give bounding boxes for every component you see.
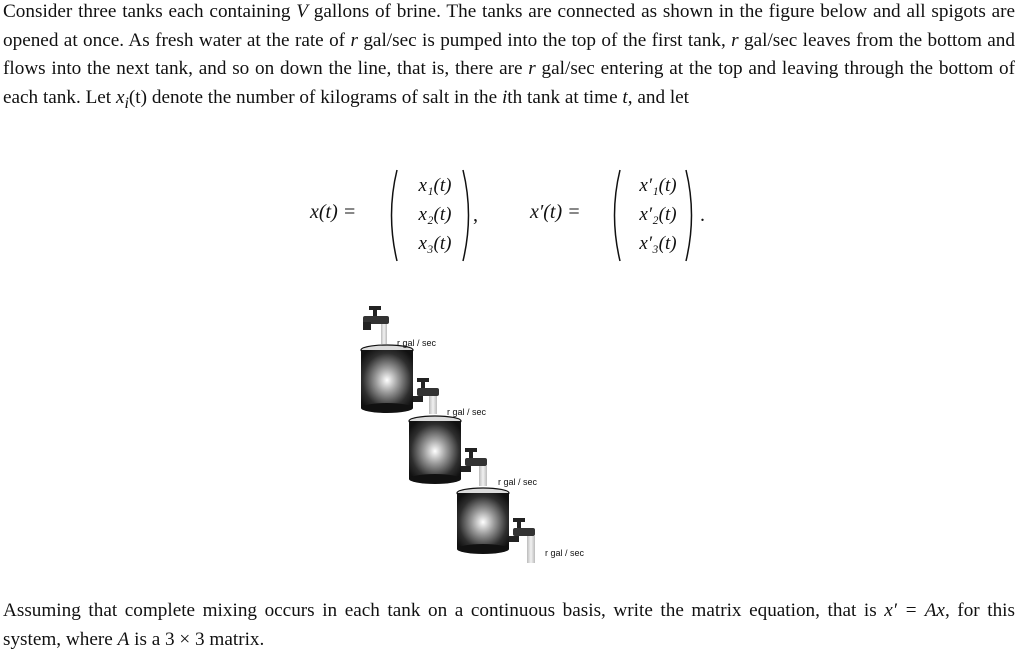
intro-text-6: denote the number of kilograms of salt in the xyxy=(147,86,502,108)
intro-text-8: , and let xyxy=(627,86,690,108)
tank-cascade-figure xyxy=(355,300,675,575)
spigot-icon xyxy=(417,378,439,414)
vector-entry: x′₂(t) xyxy=(639,204,677,225)
question-text-1: Assuming that complete mixing occurs in each tank on a continuous basis, write the matrix equation, that is xyxy=(3,600,885,621)
index-symbol: i xyxy=(501,86,508,108)
x-column-vector xyxy=(385,168,485,263)
left-paren xyxy=(608,168,622,263)
tank-3 xyxy=(457,488,519,554)
salt-variable: x xyxy=(115,86,125,108)
tank-2 xyxy=(409,416,471,484)
intro-text-4: gal/sec leaves from the bottom and flows into the next tank, and so on down the line, that is, there are xyxy=(3,29,1015,79)
intro-text-7: th tank at time xyxy=(507,86,623,108)
rate-symbol: r xyxy=(528,58,536,79)
left-paren xyxy=(385,168,399,263)
matrix-symbol: A xyxy=(117,628,130,650)
volume-symbol: V xyxy=(296,1,308,22)
flow-label-inlet: r gal / sec xyxy=(397,338,437,348)
intro-text-1: Consider three tanks each containing xyxy=(3,1,297,22)
comma: , xyxy=(473,204,478,226)
intro-text-5: gal/sec entering at the top and leaving through the bottom of each tank. Let xyxy=(3,58,1015,108)
problem-intro-paragraph xyxy=(3,0,1015,118)
vector-entry: x₃(t) xyxy=(418,233,452,254)
flow-label-tank2: r gal / sec xyxy=(498,477,538,487)
intro-text-2: gallons of brine. The tanks are connected as shown in the figure below and all spigots are opened at once. As fresh water at the rate of xyxy=(3,1,1015,51)
problem-question-paragraph xyxy=(3,597,1015,654)
rate-symbol: r xyxy=(350,29,358,51)
vector-definitions xyxy=(0,168,1024,263)
question-text-3: is a 3 × 3 matrix. xyxy=(129,628,265,650)
flow-label-outlet: r gal / sec xyxy=(545,548,585,558)
salt-variable-arg: (t) xyxy=(128,86,148,108)
salt-variable-subscript: i xyxy=(124,94,129,112)
question-text-2: , for this system, where xyxy=(3,600,1015,650)
vector-entry: x′₃(t) xyxy=(639,233,677,254)
rate-symbol: r xyxy=(731,29,739,51)
x-vector-lhs: x(t) = xyxy=(310,201,357,223)
right-paren xyxy=(684,168,698,263)
flow-label-tank1: r gal / sec xyxy=(447,407,487,417)
period: . xyxy=(700,204,705,226)
matrix-equation: x′ = Ax xyxy=(884,600,945,621)
x-prime-vector-lhs: x′(t) = xyxy=(530,201,581,223)
vector-entry: x′₁(t) xyxy=(639,175,677,196)
x-prime-column-vector xyxy=(608,168,708,263)
intro-text-3: gal/sec is pumped into the top of the first tank, xyxy=(357,29,732,51)
tank-1 xyxy=(361,345,423,413)
vector-entry: x₁(t) xyxy=(418,175,452,196)
time-symbol: t xyxy=(622,86,628,108)
inlet-faucet-icon xyxy=(363,306,389,344)
vector-entry: x₂(t) xyxy=(418,204,452,225)
